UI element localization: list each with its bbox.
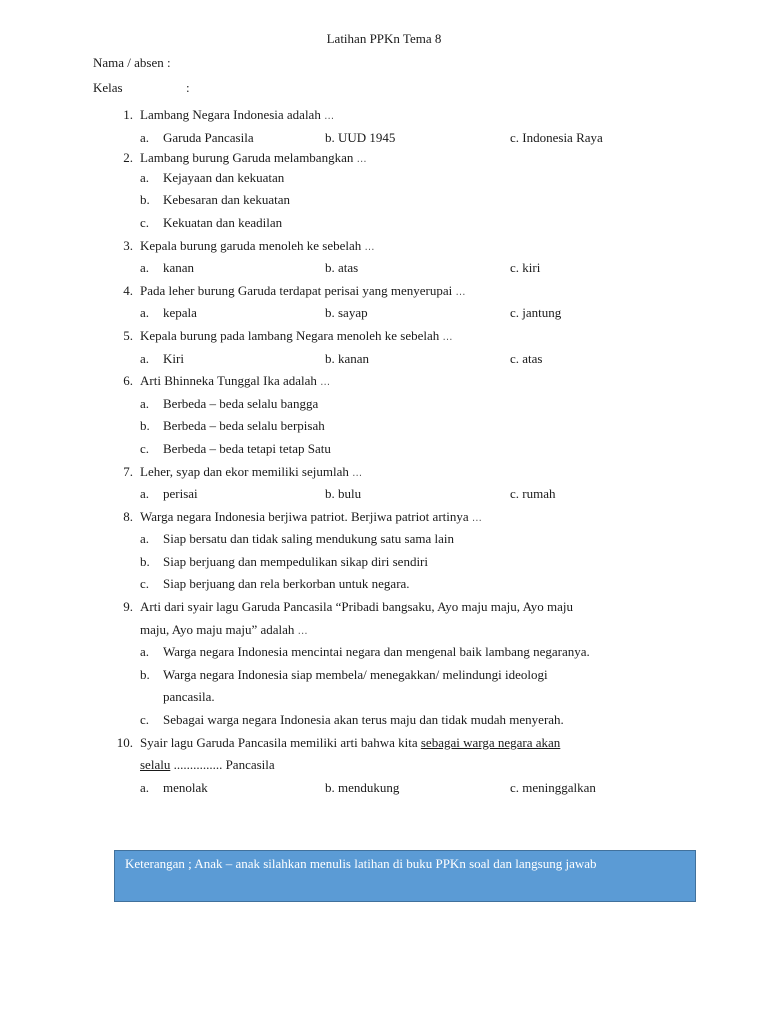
question-number: 10. — [116, 734, 133, 750]
option-b: Siap berjuang dan mempedulikan sikap diri sendiri — [163, 553, 428, 569]
option-c: c. Indonesia Raya — [510, 129, 603, 145]
option-b: Berbeda – beda selalu berpisah — [163, 418, 325, 434]
option-c: Kekuatan dan keadilan — [163, 214, 283, 230]
option-letter: c. — [140, 576, 150, 592]
question-7 — [0, 461, 768, 484]
option-row-b-cont — [0, 686, 768, 709]
question-list — [0, 104, 768, 799]
option-a: menolak — [163, 779, 208, 795]
option-a: Garuda Pancasila — [163, 129, 254, 145]
question-text: Warga negara Indonesia berjiwa patriot. Berjiwa patriot artinya … — [140, 508, 482, 524]
question-1 — [0, 104, 768, 127]
option-row-b — [0, 664, 768, 687]
option-b: b. sayap — [325, 305, 368, 321]
option-b-continued: pancasila. — [163, 689, 215, 705]
page-title: Latihan PPKn Tema 8 — [326, 31, 442, 46]
question-text-line2: selalu ............... Pancasila — [140, 757, 275, 773]
option-a: Kiri — [163, 350, 184, 366]
question-number: 7. — [123, 463, 133, 479]
class-label: Kelas — [93, 80, 123, 95]
option-a: kepala — [163, 305, 197, 321]
option-letter: b. — [140, 553, 150, 569]
option-a: Warga negara Indonesia mencintai negara dan mengenal baik lambang negaranya. — [163, 644, 590, 660]
option-letter: a. — [140, 779, 150, 795]
option-row-a — [0, 528, 768, 551]
name-label: Nama / absen : — [93, 55, 171, 70]
option-a: Kejayaan dan kekuatan — [163, 169, 285, 185]
options-row — [0, 302, 768, 325]
question-10 — [0, 732, 768, 755]
option-b: b. kanan — [325, 350, 370, 366]
option-c: Sebagai warga negara Indonesia akan terus maju dan tidak mudah menyerah. — [163, 712, 564, 728]
option-letter: c. — [140, 712, 150, 728]
options-row — [0, 127, 768, 150]
option-row-c — [0, 709, 768, 732]
option-row-a — [0, 641, 768, 664]
class-field — [93, 80, 190, 96]
option-letter: b. — [140, 666, 150, 682]
option-letter: a. — [140, 260, 150, 276]
question-4 — [0, 280, 768, 303]
option-letter: a. — [140, 486, 150, 502]
options-row — [0, 483, 768, 506]
option-letter: a. — [140, 169, 150, 185]
option-letter: a. — [140, 129, 150, 145]
question-text: Kepala burung garuda menoleh ke sebelah … — [140, 237, 375, 253]
question-10-cont — [0, 754, 768, 777]
option-letter: a. — [140, 531, 150, 547]
option-row-c — [0, 212, 768, 235]
option-b: Kebesaran dan kekuatan — [163, 192, 291, 208]
question-number: 2. — [123, 150, 133, 166]
question-text: Pada leher burung Garuda terdapat perisai yang menyerupai … — [140, 282, 466, 298]
options-row — [0, 348, 768, 371]
question-9-cont — [0, 619, 768, 642]
question-number: 6. — [123, 373, 133, 389]
option-letter: a. — [140, 395, 150, 411]
option-row-a — [0, 393, 768, 416]
instruction-text: Keterangan ; Anak – anak silahkan menulis latihan di buku PPKn soal dan langsung jawab — [125, 856, 597, 871]
option-row-c — [0, 438, 768, 461]
option-row-b — [0, 551, 768, 574]
question-text: Arti Bhinneka Tunggal Ika adalah … — [140, 373, 331, 389]
question-9 — [0, 596, 768, 619]
option-a: perisai — [163, 486, 198, 502]
option-letter: a. — [140, 350, 150, 366]
option-c: c. atas — [510, 350, 543, 366]
question-number: 4. — [123, 282, 133, 298]
option-b: b. UUD 1945 — [325, 129, 396, 145]
option-b: b. bulu — [325, 486, 362, 502]
question-6 — [0, 370, 768, 393]
option-letter: b. — [140, 192, 150, 208]
question-3 — [0, 235, 768, 258]
question-5 — [0, 325, 768, 348]
option-c: c. kiri — [510, 260, 541, 276]
question-2 — [0, 149, 768, 167]
question-text-line2: maju, Ayo maju maju” adalah … — [140, 621, 308, 637]
option-b: Warga negara Indonesia siap membela/ menegakkan/ melindungi ideologi — [163, 666, 548, 682]
option-c: Siap berjuang dan rela berkorban untuk negara. — [163, 576, 410, 592]
option-c: c. meninggalkan — [510, 779, 596, 795]
question-text: Kepala burung pada lambang Negara menoleh ke sebelah … — [140, 327, 453, 343]
option-c: c. jantung — [510, 305, 562, 321]
question-text: Lambang Negara Indonesia adalah … — [140, 107, 335, 122]
option-a: Siap bersatu dan tidak saling mendukung satu sama lain — [163, 531, 454, 547]
options-row — [0, 257, 768, 280]
option-row-b — [0, 189, 768, 212]
question-number: 3. — [123, 237, 133, 253]
option-letter: c. — [140, 214, 150, 230]
option-row-b — [0, 415, 768, 438]
option-row-c — [0, 573, 768, 596]
option-row-a — [0, 167, 768, 190]
option-c: Berbeda – beda tetapi tetap Satu — [163, 440, 331, 456]
option-letter: b. — [140, 418, 150, 434]
option-b: b. atas — [325, 260, 359, 276]
options-row — [0, 777, 768, 800]
name-field — [93, 55, 171, 71]
option-letter: a. — [140, 305, 150, 321]
option-a: Berbeda – beda selalu bangga — [163, 395, 319, 411]
question-number: 5. — [123, 327, 133, 343]
option-c: c. rumah — [510, 486, 556, 502]
question-8 — [0, 506, 768, 529]
question-text: Lambang burung Garuda melambangkan … — [140, 150, 367, 166]
question-number: 1. — [123, 107, 133, 122]
class-colon: : — [186, 80, 190, 95]
question-number: 9. — [123, 599, 133, 615]
question-text-line1: Syair lagu Garuda Pancasila memiliki arti bahwa kita sebagai warga negara akan — [140, 734, 561, 750]
option-letter: c. — [140, 440, 150, 456]
question-text-line1: Arti dari syair lagu Garuda Pancasila “Pribadi bangsaku, Ayo maju maju, Ayo maju — [140, 599, 574, 615]
option-letter: a. — [140, 644, 150, 660]
question-number: 8. — [123, 508, 133, 524]
instruction-note — [114, 850, 696, 902]
question-text: Leher, syap dan ekor memiliki sejumlah … — [140, 463, 363, 479]
option-a: kanan — [163, 260, 195, 276]
option-b: b. mendukung — [325, 779, 400, 795]
